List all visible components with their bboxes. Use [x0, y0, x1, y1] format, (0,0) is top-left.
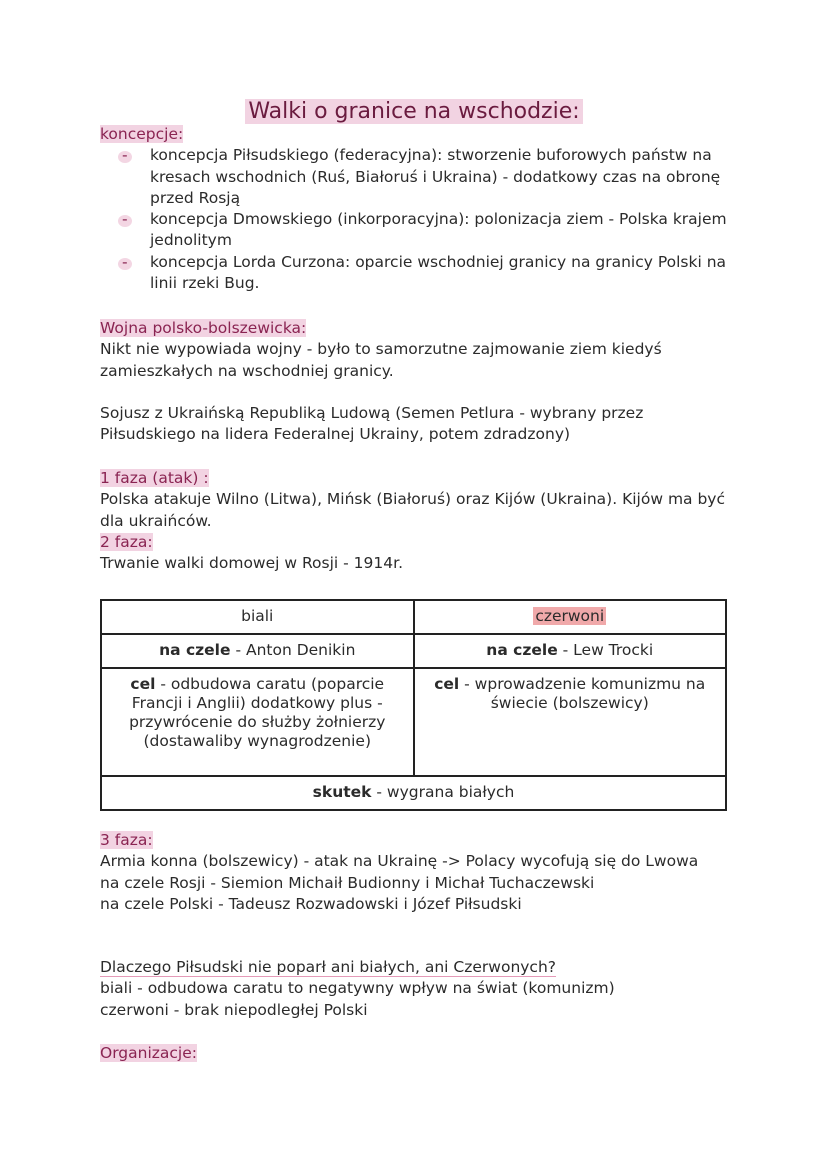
- koncepcje-heading: koncepcje:: [100, 125, 184, 143]
- wojna-section: [100, 318, 740, 445]
- cell-czerwoni-leader: na czele - Lew Trocki: [414, 634, 727, 668]
- organizacje-heading: Organizacje:: [100, 1044, 197, 1062]
- faza2-heading: 2 faza:: [100, 532, 153, 551]
- organizacje-section: [100, 1043, 740, 1064]
- cell-biali-leader: na czele - Anton Denikin: [101, 634, 414, 668]
- list-item: - koncepcja Dmowskiego (inkorporacyjna): polonizacja ziem - Polska krajem jednolitym: [122, 210, 727, 250]
- bullet-dash-icon: -: [122, 145, 128, 166]
- faza3-line: Armia konna (bolszewicy) - atak na Ukrainę -> Polacy wycofują się do Lwowa: [100, 852, 699, 871]
- faza1-text: Polska atakuje Wilno (Litwa), Mińsk (Białoruś) oraz Kijów (Ukraina). Kijów ma być dla ukraińców.: [100, 490, 726, 530]
- faza3-section: [100, 830, 740, 915]
- wojna-paragraph-1: Nikt nie wypowiada wojny - było to samorzutne zajmowanie ziem kiedyś zamieszkałych na wschodniej granicy.: [100, 340, 662, 380]
- wojna-heading: Wojna polsko-bolszewicka:: [100, 319, 307, 337]
- faza2-text: Trwanie walki domowej w Rosji - 1914r.: [100, 554, 403, 573]
- faza1-section: [100, 468, 740, 574]
- cell-biali-goal: cel - odbudowa caratu (poparcie Francji i Anglii) dodatkowy plus - przywrócenie do służby żołnierzy (dostawaliby wynagrodzenie): [101, 668, 414, 776]
- list-item: - koncepcja Piłsudskiego (federacyjna): stworzenie buforowych państw na kresach wschodnich (Ruś, Białoruś i Ukraina) - dodatkowy czas na obronę przed Rosją: [122, 146, 721, 207]
- list-item: - koncepcja Lorda Curzona: oparcie wschodniej granicy na granicy Polski na linii rzeki Bug.: [122, 252, 727, 293]
- bullet-dash-icon: -: [122, 252, 128, 273]
- header-czerwoni: czerwoni: [414, 600, 727, 634]
- dlaczego-line: biali - odbudowa caratu to negatywny wpływ na świat (komunizm): [100, 979, 615, 998]
- faza3-line: na czele Polski - Tadeusz Rozwadowski i Józef Piłsudski: [100, 894, 522, 913]
- page-title: Walki o granice na wschodzie:: [0, 97, 828, 127]
- header-biali: biali: [101, 600, 414, 634]
- faza1-heading: 1 faza (atak) :: [100, 469, 209, 487]
- dlaczego-line: czerwoni - brak niepodległej Polski: [100, 1000, 368, 1019]
- faza3-line: na czele Rosji - Siemion Michaił Budionny i Michał Tuchaczewski: [100, 873, 595, 892]
- comparison-table: [100, 599, 727, 811]
- wojna-paragraph-2: Sojusz z Ukraińską Republiką Ludową (Semen Petlura - wybrany przez Piłsudskiego na lidera Federalnej Ukrainy, potem zdradzony): [100, 403, 644, 444]
- faza3-heading: 3 faza:: [100, 831, 153, 849]
- cell-czerwoni-goal: cel - wprowadzenie komunizmu na świecie (bolszewicy): [414, 668, 727, 776]
- dlaczego-section: [100, 957, 740, 1021]
- bullet-dash-icon: -: [122, 209, 128, 230]
- koncepcje-list: [100, 145, 740, 294]
- koncepcje-section: [100, 124, 740, 294]
- cell-result: skutek - wygrana białych: [101, 776, 726, 810]
- dlaczego-question: Dlaczego Piłsudski nie poparł ani białych, ani Czerwonych?: [100, 958, 557, 976]
